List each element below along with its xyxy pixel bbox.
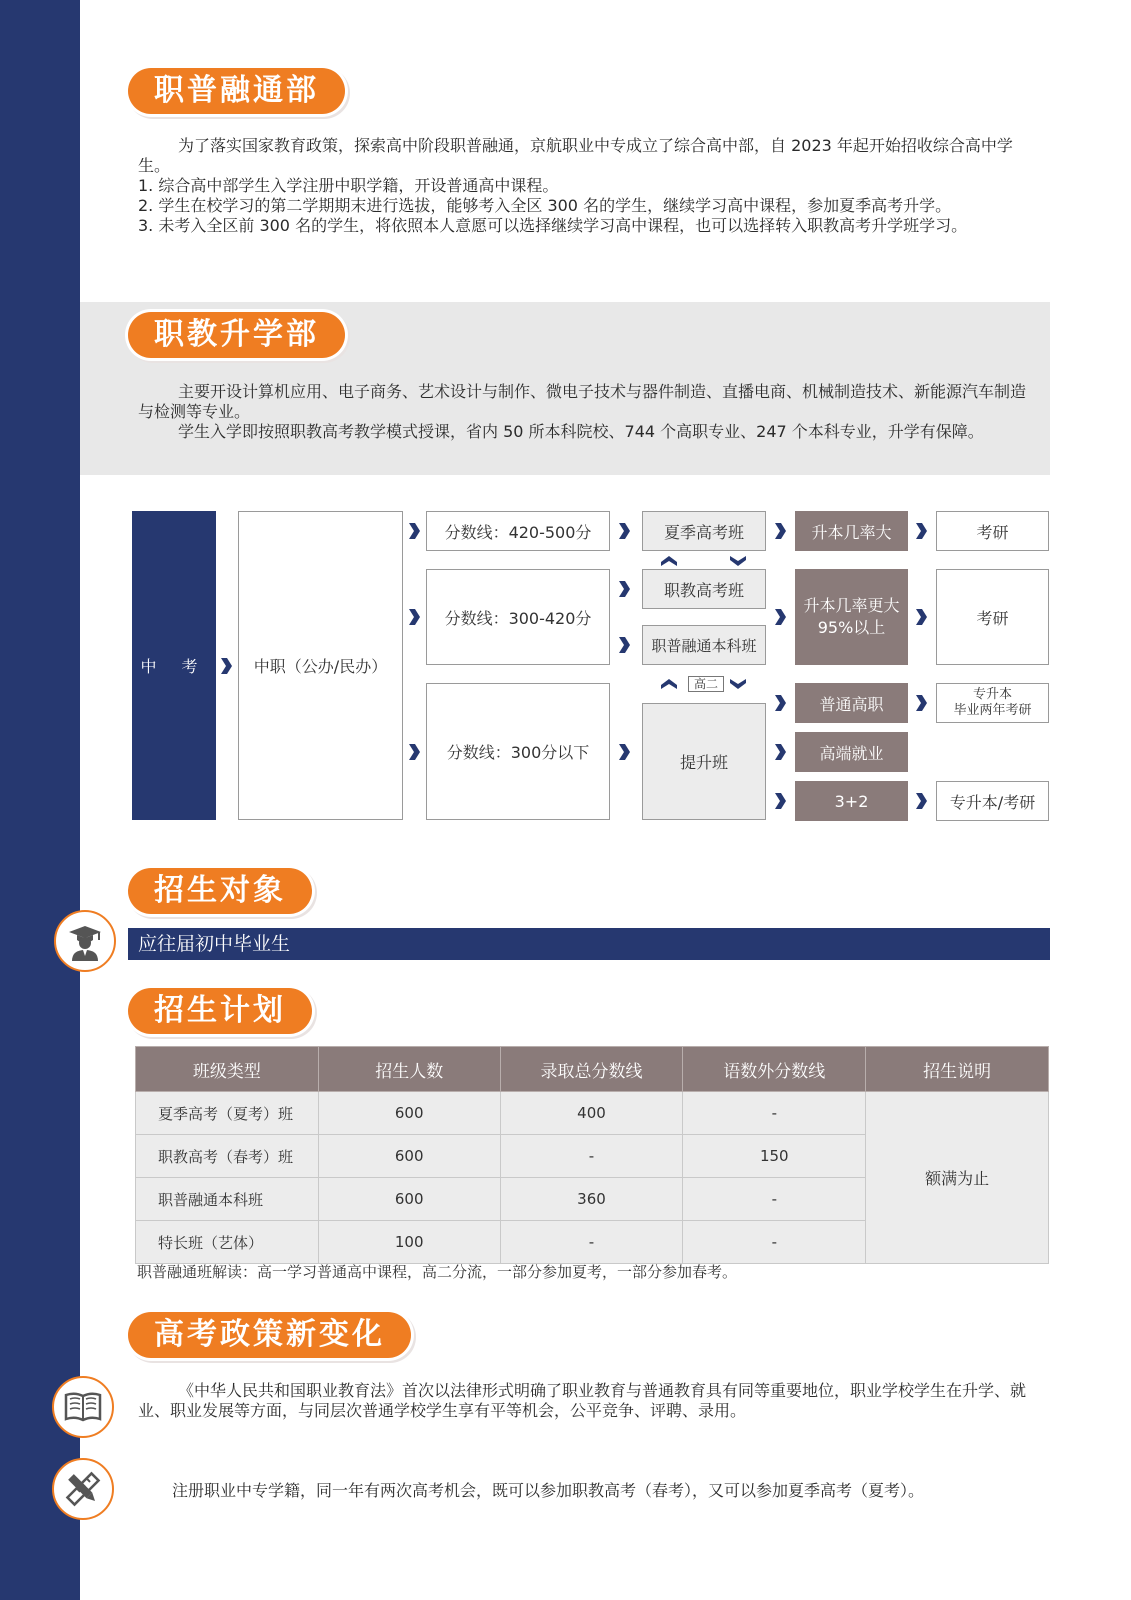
chevron-right-icon [773, 694, 787, 712]
chevron-down-icon [729, 678, 747, 690]
flow-final-2: 考研 [936, 569, 1049, 665]
policy-paragraph-1: 《中华人民共和国职业教育法》首次以法律形式明确了职业教育与普通教育具有同等重要地位，职业学校学生在升学、就业、职业发展等方面，与同层次普通学校学生享有平等机会，公平竞争、评聘、录用。 [138, 1381, 1027, 1420]
flow-class-vocational: 职教高考班 [642, 569, 766, 609]
table-cell: 600 [318, 1135, 500, 1178]
table-cell: 100 [318, 1221, 500, 1264]
flow-score-mid: 分数线：300-420分 [426, 569, 610, 665]
book-icon [52, 1376, 114, 1438]
chevron-right-icon [914, 522, 928, 540]
table-header-cell: 招生说明 [866, 1047, 1049, 1092]
flow-result-3: 普通高职 [795, 683, 908, 723]
table-cell: 职普融通本科班 [136, 1178, 319, 1221]
graduate-icon [54, 910, 116, 972]
flow-final-1: 考研 [936, 511, 1049, 551]
chevron-right-icon [773, 608, 787, 626]
table-cell: 400 [500, 1092, 683, 1135]
section-title-target: 招生对象 [128, 868, 312, 914]
table-cell: 600 [318, 1092, 500, 1135]
chevron-right-icon [617, 743, 631, 761]
table-remark-cell: 额满为止 [866, 1092, 1049, 1264]
flow-start-box: 中 考 [132, 511, 216, 820]
chevron-up-icon [660, 555, 678, 567]
table-footnote: 职普融通班解读：高一学习普通高中课程，高二分流，一部分参加夏考，一部分参加春考。 [137, 1263, 738, 1281]
flow-result-1: 升本几率大 [795, 511, 908, 551]
chevron-right-icon [407, 743, 421, 761]
left-sidebar-band [0, 0, 80, 1600]
table-cell: - [683, 1178, 866, 1221]
integration-paragraph-3: 2. 学生在校学习的第二学期期末进行选拔，能够考入全区 300 名的学生，继续学习高中课程，参加夏季高考升学。 [138, 196, 952, 215]
vocational-paragraph-1: 主要开设计算机应用、电子商务、艺术设计与制作、微电子技术与器件制造、直播电商、机械制造技术、新能源汽车制造与检测等专业。 [138, 382, 1027, 421]
policy-paragraph-2: 注册职业中专学籍，同一年有两次高考机会，既可以参加职教高考（春考），又可以参加夏季高考（夏考）。 [172, 1481, 925, 1500]
section-title-integration: 职普融通部 [128, 68, 345, 114]
chevron-right-icon [219, 657, 233, 675]
integration-paragraph-2: 1. 综合高中部学生入学注册中职学籍，开设普通高中课程。 [138, 176, 559, 195]
table-cell: - [500, 1221, 683, 1264]
table-cell: - [683, 1221, 866, 1264]
table-header-row [136, 1047, 1049, 1092]
flow-result-4: 高端就业 [795, 732, 908, 772]
table-cell: - [683, 1092, 866, 1135]
chevron-right-icon [617, 522, 631, 540]
table-cell: 150 [683, 1135, 866, 1178]
chevron-right-icon [914, 608, 928, 626]
chevron-right-icon [773, 792, 787, 810]
table-row [136, 1092, 1049, 1135]
flow-final-4: 专升本/考研 [936, 781, 1049, 821]
table-cell: - [500, 1135, 683, 1178]
table-cell: 夏季高考（夏考）班 [136, 1092, 319, 1135]
policy-text-2 [172, 1481, 1042, 1501]
flow-school-box: 中职（公办/民办） [238, 511, 403, 820]
chevron-right-icon [773, 522, 787, 540]
table-cell: 600 [318, 1178, 500, 1221]
chevron-right-icon [407, 522, 421, 540]
chevron-right-icon [617, 580, 631, 598]
vocational-text [138, 382, 1030, 442]
flow-class-integration: 职普融通本科班 [642, 625, 766, 665]
pencil-ruler-icon [52, 1458, 114, 1520]
chevron-up-icon [660, 678, 678, 690]
flow-final-3-line-2: 毕业两年考研 [953, 703, 1032, 718]
chevron-right-icon [617, 636, 631, 654]
integration-paragraph-4: 3. 未考入全区前 300 名的学生，将依照本人意愿可以选择继续学习高中课程，也可以选择转入职教高考升学班学习。 [138, 216, 968, 235]
table-header-cell: 录取总分数线 [500, 1047, 683, 1092]
flow-class-summer: 夏季高考班 [642, 511, 766, 551]
table-header-cell: 招生人数 [318, 1047, 500, 1092]
chevron-right-icon [914, 694, 928, 712]
flow-class-improve: 提升班 [642, 703, 766, 820]
table-cell: 特长班（艺体） [136, 1221, 319, 1264]
section-title-policy: 高考政策新变化 [128, 1312, 411, 1358]
table-header-cell: 班级类型 [136, 1047, 319, 1092]
flow-final-3-line-1: 专升本 [972, 687, 1012, 702]
flow-final-3 [936, 683, 1049, 723]
chevron-right-icon [773, 743, 787, 761]
enrollment-plan-table [135, 1046, 1049, 1264]
chevron-right-icon [407, 608, 421, 626]
flow-score-low: 分数线：300分以下 [426, 683, 610, 820]
section-title-plan: 招生计划 [128, 988, 312, 1034]
target-bar: 应往届初中毕业生 [128, 928, 1050, 960]
integration-paragraph-1: 为了落实国家教育政策，探索高中阶段职普融通，京航职业中专成立了综合高中部，自 2023 年起开始招收综合高中学生。 [138, 136, 1013, 175]
flow-result-2: 升本几率更大95%以上 [795, 569, 908, 665]
chevron-right-icon [914, 792, 928, 810]
table-header-cell: 语数外分数线 [683, 1047, 866, 1092]
chevron-down-icon [729, 555, 747, 567]
vocational-paragraph-2: 学生入学即按照职教高考教学模式授课，省内 50 所本科院校、744 个高职专业、247 个本科专业，升学有保障。 [178, 422, 984, 441]
grade-two-tag: 高二 [688, 676, 724, 692]
policy-text-1 [138, 1381, 1030, 1421]
table-cell: 360 [500, 1178, 683, 1221]
table-cell: 职教高考（春考）班 [136, 1135, 319, 1178]
flow-score-high: 分数线：420-500分 [426, 511, 610, 551]
flow-result-5: 3+2 [795, 781, 908, 821]
section-title-vocational: 职教升学部 [128, 312, 345, 358]
integration-text [138, 136, 1030, 236]
